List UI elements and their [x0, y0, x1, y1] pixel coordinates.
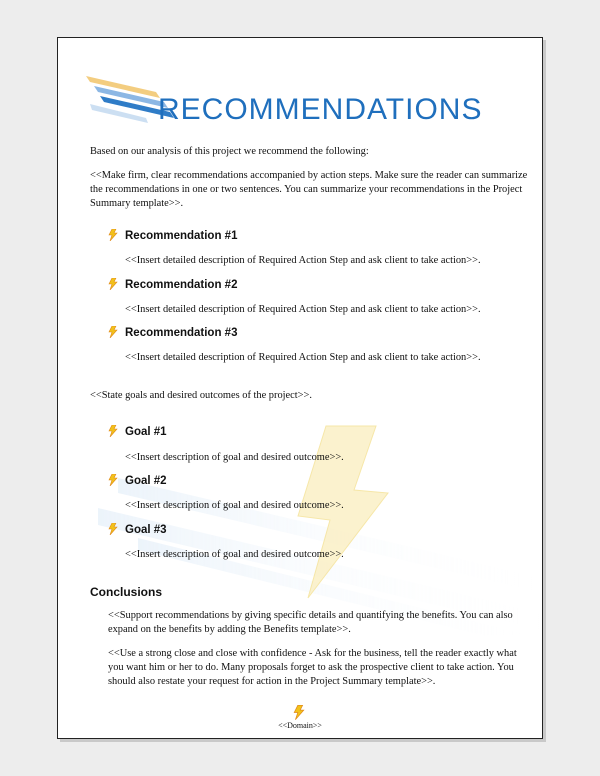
- bullet-bolt-icon: [108, 278, 118, 290]
- goal-3-heading: Goal #3: [125, 524, 167, 536]
- goal-2-text: <<Insert description of goal and desired outcome>>.: [125, 500, 344, 511]
- conclusions-paragraph-2: <<Use a strong close and close with confidence - Ask for the business, tell the reader exactly what you want him or her to do. Many proposals forget to ask the prospective client to take action. You should also restate your request for action in the Project Summary template>>.: [108, 648, 517, 687]
- bullet-bolt-icon: [108, 474, 118, 486]
- conclusions-heading: Conclusions: [90, 585, 163, 599]
- recommendation-3-text: <<Insert detailed description of Required Action Step and ask client to take action>>.: [125, 352, 481, 363]
- footer-domain: <<Domain>>: [278, 721, 322, 730]
- goal-1-heading: Goal #1: [125, 426, 167, 438]
- goals-intro-paragraph: <<State goals and desired outcomes of the project>>.: [90, 390, 312, 401]
- bullet-bolt-icon: [108, 523, 118, 535]
- recommendation-1-heading: Recommendation #1: [125, 230, 238, 242]
- footer-bolt-icon: [293, 705, 305, 720]
- bullet-bolt-icon: [108, 326, 118, 338]
- page-title: RECOMMENDATIONS: [158, 93, 483, 126]
- goal-3-text: <<Insert description of goal and desired outcome>>.: [125, 549, 344, 560]
- conclusions-paragraph-1: <<Support recommendations by giving specific details and quantifying the benefits. You can also expand on the benefits by adding the Benefits template>>.: [108, 610, 513, 635]
- recommendation-2-text: <<Insert detailed description of Required Action Step and ask client to take action>>.: [125, 304, 481, 315]
- recommendation-1-text: <<Insert detailed description of Required Action Step and ask client to take action>>.: [125, 255, 481, 266]
- recommendation-3-heading: Recommendation #3: [125, 327, 238, 339]
- goal-1-text: <<Insert description of goal and desired outcome>>.: [125, 452, 344, 463]
- recommendation-2-heading: Recommendation #2: [125, 279, 238, 291]
- document-page: [57, 37, 543, 739]
- bullet-bolt-icon: [108, 229, 118, 241]
- intro-paragraph: Based on our analysis of this project we recommend the following:: [90, 146, 369, 157]
- goal-2-heading: Goal #2: [125, 475, 167, 487]
- instruction-paragraph: <<Make firm, clear recommendations accompanied by action steps. Make sure the reader can summarize the recommendations in one or two sentences. You can summarize your recommendations in the Project Summary template>>.: [90, 170, 528, 209]
- bullet-bolt-icon: [108, 425, 118, 437]
